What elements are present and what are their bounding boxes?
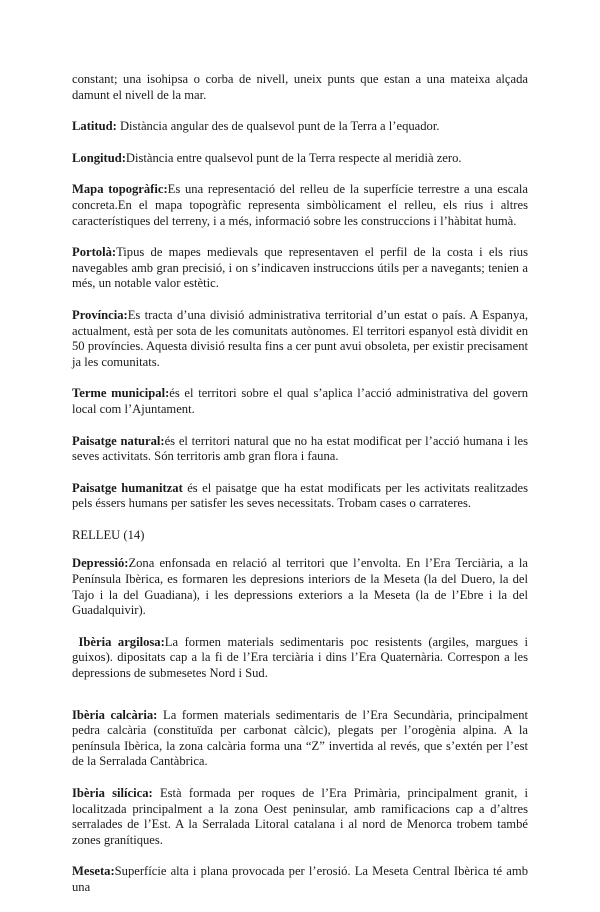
definition-text: és el territori natural que no ha estat modificat per l’acció humana i les seves activitats. Són territoris amb gran flora i fauna. [72, 433, 528, 464]
definition-terme-municipal [72, 386, 528, 417]
definition-meseta [72, 864, 528, 895]
definition-text: Es una representació del relleu de la superfície terrestre a una escala concreta.En el mapa topogràfic representa simbòlicament el relleu, els rius i altres característiques del terreny, i a més, informació sobre les construccions i l’hàbitat humà. [72, 182, 528, 228]
document-page [72, 72, 528, 912]
definition-term: Paisatge humanitzat [72, 480, 183, 495]
definition-term: Longitud: [72, 150, 126, 165]
definition-paisatge-humanitzat [72, 481, 528, 512]
definition-term: Província: [72, 307, 128, 322]
definition-depressio [72, 556, 528, 618]
definition-term: Mapa topogràfic: [72, 182, 168, 197]
definition-term: Meseta: [72, 864, 115, 879]
definition-text: Superfície alta i plana provocada per l’erosió. La Meseta Central Ibèrica té amb una [72, 864, 528, 894]
definition-portola [72, 245, 528, 292]
definition-term: Depressió: [72, 556, 129, 571]
definition-text: Es tracta d’una divisió administrativa territorial d’un estat o país. A Espanya, actualment, està per sota de les comunitats autònomes. El territori espanyol està dividit en 50 províncies. Aquesta divisió resulta fins a cer punt avui obsoleta, per existir precisament ja les comunitats. [72, 307, 528, 369]
definition-text: és el paisatge que ha estat modificats per les activitats realitzades pels éssers humans per satisfer les seves necessitats. Trobam cases o carrateres. [72, 480, 528, 511]
definition-text: Tipus de mapes medievals que representaven el perfil de la costa i els rius navegables amb gran precisió, i on s’indicaven instruccions útils per a navegants; tenien a més, un notable valor estètic. [72, 245, 528, 291]
definition-term: Terme municipal: [72, 386, 170, 401]
definition-latitud [72, 119, 528, 135]
definition-text: és el territori sobre el qual s’aplica l’acció administrativa del govern local com l’Ajuntament. [72, 386, 528, 416]
definition-term: Portolà: [72, 245, 117, 260]
definition-term: Ibèria calcària: [72, 707, 158, 722]
definition-iberia-calcaria [72, 708, 528, 770]
definition-text: La formen materials sedimentaris de l’Era Secundària, principalment pedra calcària (constituïda per carbonat càlcic), plegats per l’orogènia alpina. A la península Ibèrica, la zona calcària forma una “Z” invertida al revés, que s’extén per l’est de la Serralada Cantàbrica. [72, 707, 528, 769]
definition-mapa-topografic [72, 182, 528, 229]
definition-iberia-argilosa [72, 635, 528, 682]
definition-longitud [72, 151, 528, 167]
definition-term: Latitud: [72, 119, 117, 134]
intro-paragraph: constant; una isohipsa o corba de nivell, uneix punts que estan a una mateixa alçada damunt el nivell de la mar. [72, 72, 528, 102]
definition-text: Distància entre qualsevol punt de la Terra respecte al meridià zero. [125, 150, 462, 165]
definition-term: Ibèria silícica: [72, 786, 153, 800]
definition-paisatge-natural [72, 434, 528, 465]
definition-provincia [72, 308, 528, 370]
definition-text: Distància angular des de qualsevol punt de la Terra a l’equador. [116, 119, 440, 134]
definition-text: Zona enfonsada en relació al territori que l’envolta. En l’Era Terciària, a la Península Ibèrica, es formaren les depresions interiors de la Meseta (la del Duero, la del Tajo i la del Guadiana), i les depressions exteriors a la Meseta (la de l’Ebre i la del Guadalquivir). [72, 556, 528, 618]
definition-text: La formen materials sedimentaris poc resistents (argiles, margues i guixos). dipositats cap a la fi de l’Era terciària i dins l’Era Quaternària. Correspon a les depressions de submesetes Nord i Sud. [72, 634, 528, 681]
definition-text: Està formada per roques de l’Era Primària, principalment granit, i localitzada principalment a la zona Oest peninsular, amb ramificacions cap a d’altres serralades de l’Est. A la Serralada Litoral catalana i al nord de Menorca trobem també zones granítiques. [72, 786, 528, 847]
section-heading: RELLEU (14) [72, 527, 145, 542]
definition-term: Ibèria argilosa: [72, 634, 165, 649]
definition-term: Paisatge natural: [72, 433, 165, 448]
definition-iberia-silicica [72, 786, 528, 848]
